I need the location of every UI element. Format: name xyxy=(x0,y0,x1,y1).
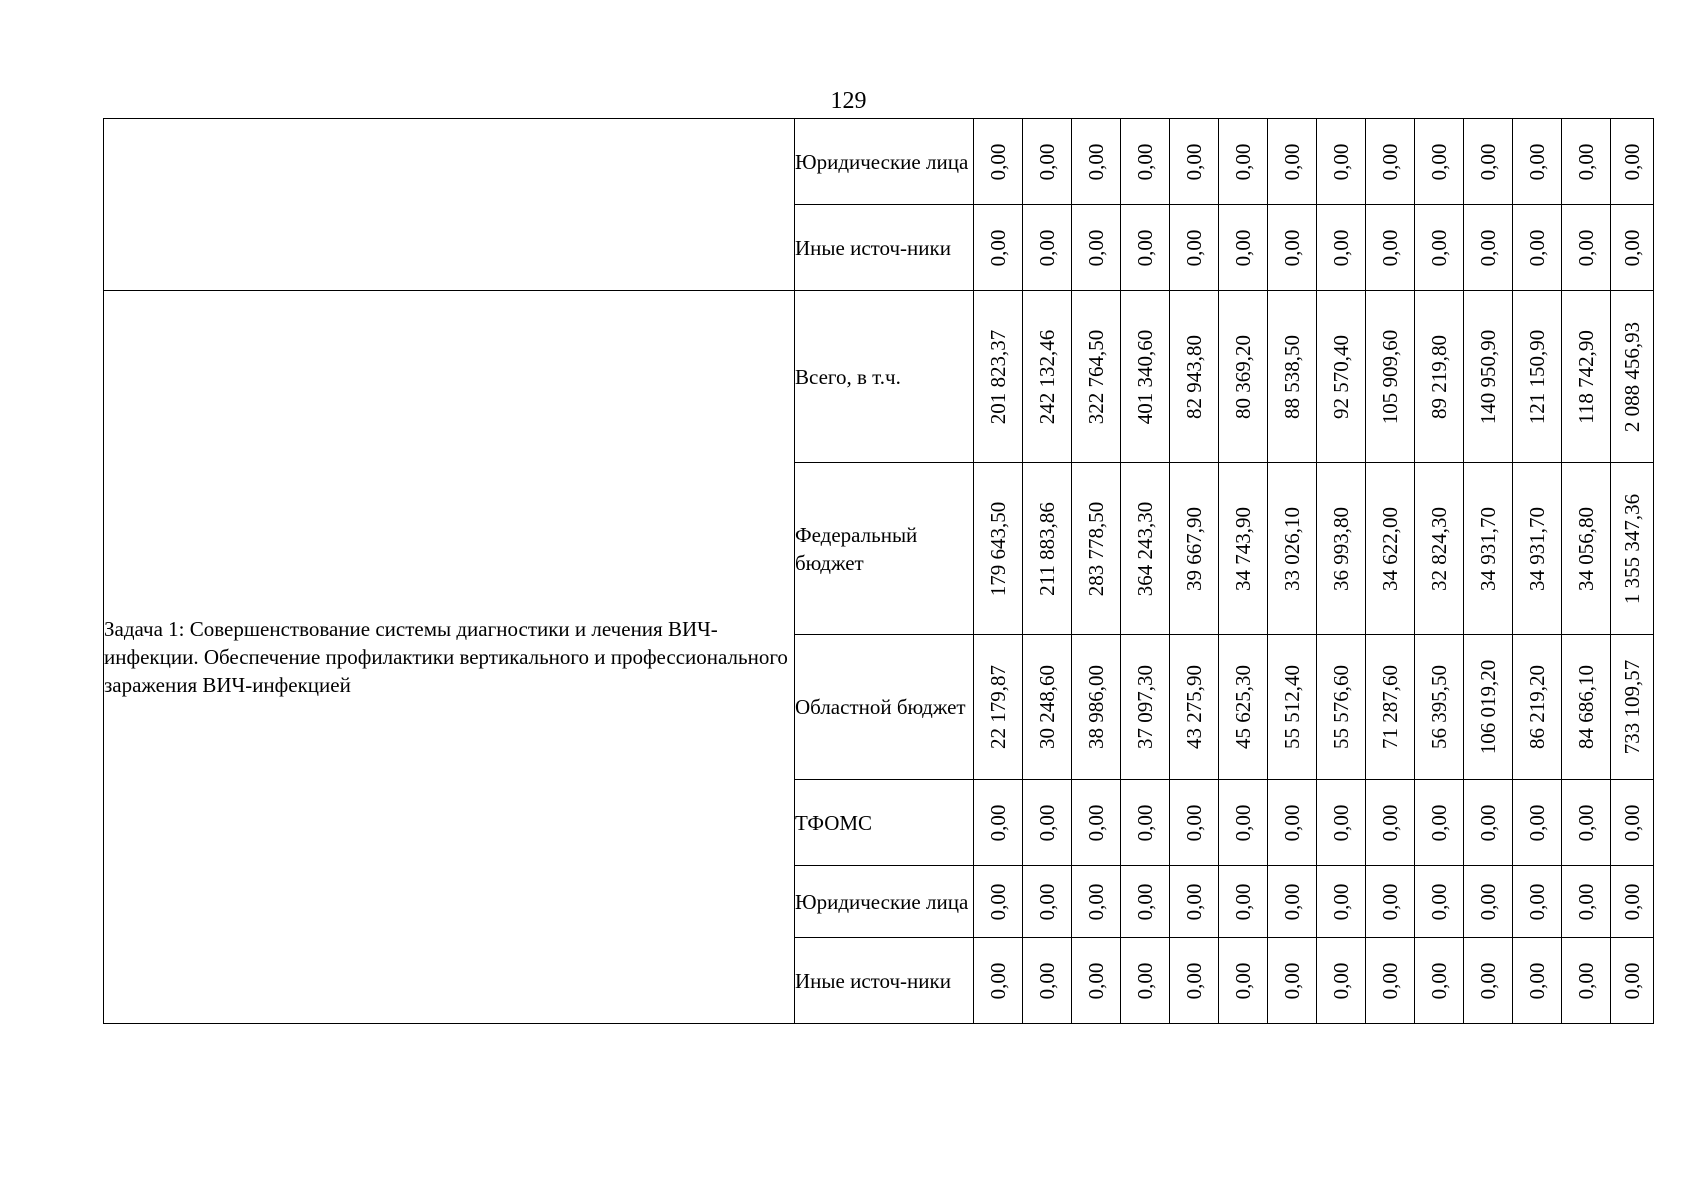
value-cell: 0,00 xyxy=(1415,938,1464,1024)
value-cell: 0,00 xyxy=(1464,119,1513,205)
row-label: Иные источ-ники xyxy=(795,205,974,291)
funding-table xyxy=(103,118,1654,1024)
value-cell: 0,00 xyxy=(1170,780,1219,866)
value-cell: 55 576,60 xyxy=(1317,635,1366,780)
value-cell: 0,00 xyxy=(974,938,1023,1024)
total-cell: 2 088 456,93 xyxy=(1611,291,1654,463)
value-cell: 364 243,30 xyxy=(1121,463,1170,635)
value-cell: 0,00 xyxy=(1023,780,1072,866)
value-cell: 56 395,50 xyxy=(1415,635,1464,780)
value-cell: 34 931,70 xyxy=(1513,463,1562,635)
value-cell: 0,00 xyxy=(1415,780,1464,866)
value-cell: 88 538,50 xyxy=(1268,291,1317,463)
value-cell: 0,00 xyxy=(1023,205,1072,291)
value-cell: 0,00 xyxy=(1317,780,1366,866)
value-cell: 0,00 xyxy=(1366,119,1415,205)
value-cell: 89 219,80 xyxy=(1415,291,1464,463)
row-label: Всего, в т.ч. xyxy=(795,291,974,463)
value-cell: 39 667,90 xyxy=(1170,463,1219,635)
value-cell: 84 686,10 xyxy=(1562,635,1611,780)
value-cell: 33 026,10 xyxy=(1268,463,1317,635)
table-body xyxy=(104,119,1654,1024)
value-cell: 30 248,60 xyxy=(1023,635,1072,780)
value-cell: 0,00 xyxy=(1415,205,1464,291)
value-cell: 55 512,40 xyxy=(1268,635,1317,780)
value-cell: 0,00 xyxy=(1317,205,1366,291)
value-cell: 45 625,30 xyxy=(1219,635,1268,780)
value-cell: 0,00 xyxy=(1121,205,1170,291)
value-cell: 322 764,50 xyxy=(1072,291,1121,463)
value-cell: 92 570,40 xyxy=(1317,291,1366,463)
value-cell: 118 742,90 xyxy=(1562,291,1611,463)
value-cell: 0,00 xyxy=(1513,866,1562,938)
value-cell: 0,00 xyxy=(1317,938,1366,1024)
value-cell: 0,00 xyxy=(1121,866,1170,938)
value-cell: 0,00 xyxy=(1464,938,1513,1024)
value-cell: 80 369,20 xyxy=(1219,291,1268,463)
row-label: Областной бюджет xyxy=(795,635,974,780)
page-number: 129 xyxy=(830,88,867,114)
value-cell: 43 275,90 xyxy=(1170,635,1219,780)
value-cell: 0,00 xyxy=(974,205,1023,291)
value-cell: 242 132,46 xyxy=(1023,291,1072,463)
value-cell: 34 622,00 xyxy=(1366,463,1415,635)
value-cell: 34 743,90 xyxy=(1219,463,1268,635)
task-title: Задача 1: Совершенствование системы диагностики и лечения ВИЧ-инфекции. Обеспечение профилактики вертикального и профессионального заражения ВИЧ-инфекцией xyxy=(104,291,795,1024)
value-cell: 0,00 xyxy=(1219,205,1268,291)
row-label: Иные источ-ники xyxy=(795,938,974,1024)
value-cell: 71 287,60 xyxy=(1366,635,1415,780)
value-cell: 38 986,00 xyxy=(1072,635,1121,780)
value-cell: 0,00 xyxy=(1170,866,1219,938)
value-cell: 0,00 xyxy=(1268,119,1317,205)
value-cell: 105 909,60 xyxy=(1366,291,1415,463)
value-cell: 0,00 xyxy=(1121,938,1170,1024)
value-cell: 0,00 xyxy=(1366,780,1415,866)
value-cell: 0,00 xyxy=(1072,938,1121,1024)
value-cell: 0,00 xyxy=(1072,119,1121,205)
value-cell: 0,00 xyxy=(1023,119,1072,205)
row-label: Юридические лица xyxy=(795,866,974,938)
value-cell: 0,00 xyxy=(1366,938,1415,1024)
value-cell: 0,00 xyxy=(1317,119,1366,205)
value-cell: 0,00 xyxy=(1268,780,1317,866)
value-cell: 34 056,80 xyxy=(1562,463,1611,635)
value-cell: 37 097,30 xyxy=(1121,635,1170,780)
total-cell: 0,00 xyxy=(1611,938,1654,1024)
value-cell: 0,00 xyxy=(1513,119,1562,205)
value-cell: 0,00 xyxy=(1415,866,1464,938)
value-cell: 86 219,20 xyxy=(1513,635,1562,780)
value-cell: 0,00 xyxy=(1562,205,1611,291)
value-cell: 34 931,70 xyxy=(1464,463,1513,635)
continuation-task-cell xyxy=(104,119,795,291)
value-cell: 0,00 xyxy=(1072,866,1121,938)
value-cell: 0,00 xyxy=(974,119,1023,205)
total-cell: 0,00 xyxy=(1611,205,1654,291)
value-cell: 0,00 xyxy=(1366,205,1415,291)
value-cell: 0,00 xyxy=(1023,938,1072,1024)
value-cell: 0,00 xyxy=(1268,205,1317,291)
value-cell: 0,00 xyxy=(1562,780,1611,866)
value-cell: 0,00 xyxy=(1562,866,1611,938)
value-cell: 0,00 xyxy=(1219,866,1268,938)
value-cell: 0,00 xyxy=(1072,780,1121,866)
value-cell: 0,00 xyxy=(1464,205,1513,291)
value-cell: 0,00 xyxy=(1121,780,1170,866)
value-cell: 0,00 xyxy=(974,780,1023,866)
value-cell: 0,00 xyxy=(1170,119,1219,205)
table-row xyxy=(104,291,1654,463)
value-cell: 0,00 xyxy=(1513,205,1562,291)
value-cell: 0,00 xyxy=(1268,938,1317,1024)
total-cell: 0,00 xyxy=(1611,866,1654,938)
value-cell: 0,00 xyxy=(1317,866,1366,938)
value-cell: 140 950,90 xyxy=(1464,291,1513,463)
row-label: Федеральный бюджет xyxy=(795,463,974,635)
total-cell: 1 355 347,36 xyxy=(1611,463,1654,635)
value-cell: 283 778,50 xyxy=(1072,463,1121,635)
value-cell: 0,00 xyxy=(1219,938,1268,1024)
value-cell: 0,00 xyxy=(1072,205,1121,291)
value-cell: 201 823,37 xyxy=(974,291,1023,463)
value-cell: 0,00 xyxy=(1562,938,1611,1024)
total-cell: 733 109,57 xyxy=(1611,635,1654,780)
value-cell: 106 019,20 xyxy=(1464,635,1513,780)
value-cell: 179 643,50 xyxy=(974,463,1023,635)
value-cell: 82 943,80 xyxy=(1170,291,1219,463)
value-cell: 0,00 xyxy=(1464,866,1513,938)
value-cell: 0,00 xyxy=(1023,866,1072,938)
value-cell: 0,00 xyxy=(1170,938,1219,1024)
value-cell: 36 993,80 xyxy=(1317,463,1366,635)
value-cell: 0,00 xyxy=(1366,866,1415,938)
row-label: Юридические лица xyxy=(795,119,974,205)
value-cell: 0,00 xyxy=(1513,780,1562,866)
value-cell: 211 883,86 xyxy=(1023,463,1072,635)
value-cell: 0,00 xyxy=(1170,205,1219,291)
row-label: ТФОМС xyxy=(795,780,974,866)
value-cell: 0,00 xyxy=(1219,780,1268,866)
value-cell: 121 150,90 xyxy=(1513,291,1562,463)
value-cell: 0,00 xyxy=(974,866,1023,938)
total-cell: 0,00 xyxy=(1611,780,1654,866)
value-cell: 0,00 xyxy=(1464,780,1513,866)
value-cell: 0,00 xyxy=(1562,119,1611,205)
value-cell: 401 340,60 xyxy=(1121,291,1170,463)
value-cell: 0,00 xyxy=(1121,119,1170,205)
value-cell: 32 824,30 xyxy=(1415,463,1464,635)
table-row xyxy=(104,119,1654,205)
value-cell: 0,00 xyxy=(1415,119,1464,205)
value-cell: 22 179,87 xyxy=(974,635,1023,780)
value-cell: 0,00 xyxy=(1219,119,1268,205)
total-cell: 0,00 xyxy=(1611,119,1654,205)
value-cell: 0,00 xyxy=(1268,866,1317,938)
value-cell: 0,00 xyxy=(1513,938,1562,1024)
